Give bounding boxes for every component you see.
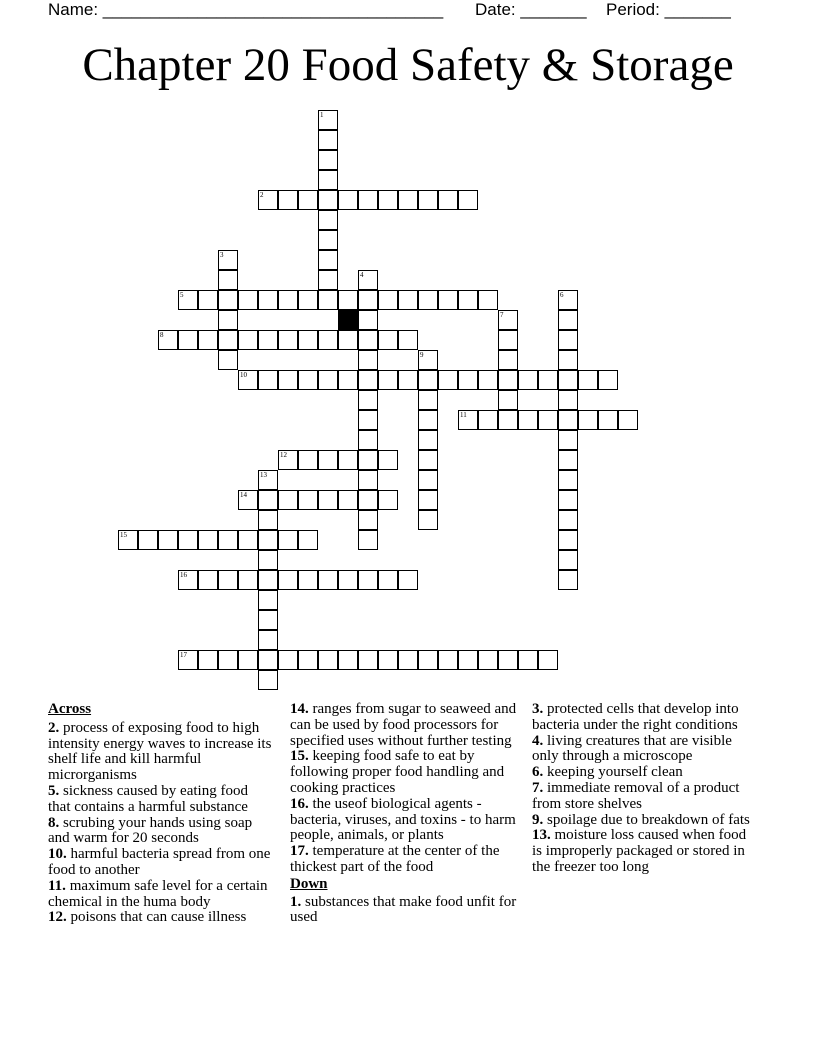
clue-across-15 [290,749,522,796]
crossword-cell[interactable] [198,650,218,670]
clue-text: temperature at the center of the thickest part of the food [290,843,500,875]
crossword-cell[interactable] [378,190,398,210]
clues-column-3 [532,702,758,876]
crossword-cell[interactable] [378,290,398,310]
crossword-cell[interactable] [278,490,298,510]
crossword-cell[interactable] [578,410,598,430]
crossword-cell[interactable] [258,370,278,390]
crossword-cell[interactable] [258,510,278,530]
clue-number: 15. [290,748,309,765]
clue-number: 8. [48,814,60,831]
crossword-cell[interactable] [278,290,298,310]
crossword-cell[interactable] [458,650,478,670]
clue-text: moisture loss caused when food is improperly packaged or stored in the freezer too long [532,827,747,875]
crossword-cell[interactable] [358,510,378,530]
crossword-cell[interactable] [278,330,298,350]
crossword-cell[interactable] [598,370,618,390]
crossword-cell[interactable] [558,490,578,510]
crossword-cell[interactable] [338,450,358,470]
clue-number: 2. [48,719,60,736]
crossword-cell[interactable] [358,390,378,410]
crossword-cell[interactable] [518,410,538,430]
clue-down-13 [532,828,758,875]
crossword-cell[interactable] [398,190,418,210]
clue-down-7 [532,781,758,813]
crossword-cell[interactable] [218,650,238,670]
crossword-cell[interactable] [478,370,498,390]
crossword-cell[interactable] [138,530,158,550]
crossword-cell[interactable] [398,570,418,590]
crossword-cell[interactable] [458,290,478,310]
crossword-cell[interactable] [358,650,378,670]
crossword-cell[interactable] [478,410,498,430]
crossword-cell[interactable] [198,570,218,590]
clues-column-1 [48,702,274,926]
crossword-cell[interactable] [298,490,318,510]
crossword-cell[interactable] [378,570,398,590]
clue-text: living creatures that are visible only through a microscope [532,732,732,765]
crossword-cell[interactable] [338,570,358,590]
crossword-cell[interactable] [338,370,358,390]
crossword-cell[interactable] [418,190,438,210]
crossword-cell[interactable] [318,570,338,590]
crossword-cell[interactable] [318,150,338,170]
crossword-cell[interactable] [218,290,238,310]
crossword-cell[interactable] [318,190,338,210]
crossword-cell[interactable] [258,590,278,610]
clue-number: 16. [290,795,309,812]
crossword-cell[interactable] [318,270,338,290]
crossword-cell[interactable] [418,490,438,510]
cell-number: 13 [260,471,267,479]
clue-text: substances that make food unfit for used [290,893,517,926]
crossword-cell[interactable] [278,370,298,390]
crossword-cell[interactable] [558,430,578,450]
cell-number: 7 [500,311,504,319]
cell-number: 2 [260,191,264,199]
clue-down-4 [532,734,758,766]
clue-down-9 [532,813,758,829]
crossword-cell[interactable] [458,190,478,210]
crossword-cell[interactable] [298,330,318,350]
crossword-cell[interactable] [278,650,298,670]
crossword-cell[interactable] [318,210,338,230]
crossword-cell[interactable] [338,330,358,350]
crossword-cell[interactable] [338,290,358,310]
crossword-cell[interactable] [558,550,578,570]
crossword-cell[interactable] [418,410,438,430]
clue-across-5 [48,784,274,816]
crossword-cell[interactable] [258,490,278,510]
clue-number: 5. [48,782,60,799]
crossword-cell[interactable] [458,410,478,430]
crossword-cell[interactable] [358,570,378,590]
clue-text: spoilage due to breakdown of fats [547,811,750,828]
crossword-cell[interactable] [438,290,458,310]
crossword-cell[interactable] [378,490,398,510]
cell-number: 11 [460,411,467,419]
crossword-cell[interactable] [298,650,318,670]
crossword-cell[interactable] [318,110,338,130]
crossword-cell[interactable] [558,330,578,350]
crossword-cell[interactable] [358,430,378,450]
crossword-cell[interactable] [258,670,278,690]
crossword-cell[interactable] [238,370,258,390]
crossword-cell[interactable] [358,470,378,490]
clue-across-11 [48,879,274,911]
crossword-cell[interactable] [238,290,258,310]
crossword-cell[interactable] [238,570,258,590]
crossword-cell[interactable] [538,370,558,390]
crossword-cell[interactable] [218,250,238,270]
crossword-cell[interactable] [258,290,278,310]
crossword-cell[interactable] [318,370,338,390]
crossword-cell[interactable] [538,410,558,430]
crossword-cell[interactable] [458,370,478,390]
date-field[interactable]: Date: _______ [475,0,587,19]
crossword-cell[interactable] [318,490,338,510]
clue-text: the useof biological agents - bacteria, viruses, and toxins - to harm people, animals, or plants [290,795,516,844]
crossword-cell[interactable] [158,330,178,350]
crossword-cell[interactable] [218,330,238,350]
cell-number: 17 [180,651,187,659]
crossword-cell[interactable] [318,250,338,270]
clue-number: 9. [532,811,544,828]
clue-across-8 [48,816,274,848]
crossword-cell[interactable] [298,370,318,390]
clue-text: keeping yourself clean [547,764,683,781]
crossword-cell[interactable] [498,330,518,350]
crossword-cell[interactable] [238,530,258,550]
crossword-cell[interactable] [258,570,278,590]
black-square [338,310,358,330]
crossword-cell[interactable] [258,610,278,630]
crossword-cell[interactable] [258,630,278,650]
clue-number: 6. [532,764,544,781]
cell-number: 3 [220,251,224,259]
crossword-cell[interactable] [318,290,338,310]
crossword-cell[interactable] [558,350,578,370]
crossword-cell[interactable] [358,310,378,330]
cell-number: 9 [420,351,424,359]
crossword-cell[interactable] [378,370,398,390]
crossword-cell[interactable] [218,270,238,290]
crossword-cell[interactable] [358,330,378,350]
crossword-cell[interactable] [558,510,578,530]
crossword-cell[interactable] [258,190,278,210]
crossword-cell[interactable] [398,290,418,310]
crossword-cell[interactable] [198,330,218,350]
crossword-cell[interactable] [298,450,318,470]
name-field[interactable]: Name: ____________________________________ [48,0,444,19]
crossword-cell[interactable] [418,650,438,670]
crossword-cell[interactable] [358,190,378,210]
cell-number: 6 [560,291,564,299]
clue-number: 7. [532,779,544,796]
crossword-cell[interactable] [378,650,398,670]
crossword-cell[interactable] [198,290,218,310]
crossword-cell[interactable] [258,530,278,550]
crossword-cell[interactable] [618,410,638,430]
crossword-cell[interactable] [318,230,338,250]
clue-down-6 [532,765,758,781]
clue-across-12 [48,910,274,926]
crossword-cell[interactable] [258,650,278,670]
clue-text: ranges from sugar to seaweed and can be used by food processors for specified uses without further testing [290,701,517,749]
crossword-cell[interactable] [338,490,358,510]
crossword-cell[interactable] [318,450,338,470]
crossword-cell[interactable] [178,570,198,590]
clue-number: 1. [290,893,302,910]
crossword-cell[interactable] [558,290,578,310]
crossword-cell[interactable] [218,570,238,590]
crossword-cell[interactable] [318,130,338,150]
crossword-cell[interactable] [498,350,518,370]
clue-text: scrubing your hands using soap and warm for 20 seconds [48,814,253,847]
crossword-cell[interactable] [358,450,378,470]
crossword-cell[interactable] [338,650,358,670]
crossword-cell[interactable] [558,570,578,590]
clue-number: 17. [290,843,309,860]
crossword-cell[interactable] [278,570,298,590]
crossword-cell[interactable] [278,530,298,550]
crossword-cell[interactable] [318,170,338,190]
crossword-cell[interactable] [238,330,258,350]
clue-text: maximum safe level for a certain chemical in the huma body [48,877,268,910]
crossword-cell[interactable] [438,650,458,670]
clue-text: process of exposing food to high intensity energy waves to increase its shelf life and kill harmful microrganisms [48,719,272,784]
crossword-cell[interactable] [558,450,578,470]
crossword-cell[interactable] [298,190,318,210]
crossword-cell[interactable] [578,370,598,390]
clues-column-2 [290,702,522,926]
clue-across-16 [290,797,522,844]
crossword-cell[interactable] [318,330,338,350]
crossword-cell[interactable] [338,190,358,210]
period-field[interactable]: Period: _______ [606,0,731,19]
clue-text: sickness caused by eating food that contains a harmful substance [48,782,248,815]
cell-number: 10 [240,371,247,379]
crossword-cell[interactable] [178,330,198,350]
cell-number: 12 [280,451,287,459]
crossword-cell[interactable] [178,530,198,550]
crossword-cell[interactable] [418,390,438,410]
cell-number: 4 [360,271,364,279]
crossword-cell[interactable] [418,430,438,450]
crossword-cell[interactable] [498,370,518,390]
crossword-cell[interactable] [298,290,318,310]
crossword-cell[interactable] [438,190,458,210]
clue-text: immediate removal of a product from store shelves [532,779,740,812]
cell-number: 8 [160,331,164,339]
clue-number: 13. [532,827,551,844]
clue-number: 10. [48,846,67,863]
clue-number: 14. [290,701,309,717]
across-heading: Across [48,701,92,717]
cell-number: 1 [320,111,324,119]
crossword-cell[interactable] [418,510,438,530]
crossword-cell[interactable] [218,530,238,550]
crossword-cell[interactable] [358,370,378,390]
crossword-cell[interactable] [258,470,278,490]
crossword-cell[interactable] [358,490,378,510]
clue-number: 11. [48,877,66,894]
crossword-cell[interactable] [398,650,418,670]
crossword-cell[interactable] [298,530,318,550]
clue-number: 12. [48,909,67,926]
clue-text: keeping food safe to eat by following proper food handling and cooking practices [290,748,505,796]
crossword-cell[interactable] [218,350,238,370]
crossword-cell[interactable] [358,270,378,290]
crossword-cell[interactable] [398,330,418,350]
crossword-cell[interactable] [158,530,178,550]
crossword-cell[interactable] [498,310,518,330]
clue-number: 3. [532,701,544,717]
crossword-cell[interactable] [558,370,578,390]
crossword-cell[interactable] [518,370,538,390]
crossword-cell[interactable] [498,390,518,410]
crossword-cell[interactable] [358,530,378,550]
crossword-cell[interactable] [258,330,278,350]
crossword-cell[interactable] [418,470,438,490]
crossword-cell[interactable] [418,290,438,310]
crossword-cell[interactable] [498,650,518,670]
clue-across-2 [48,721,274,784]
crossword-cell[interactable] [258,550,278,570]
crossword-cell[interactable] [118,530,138,550]
crossword-cell[interactable] [418,370,438,390]
clue-text: protected cells that develop into bacteria under the right conditions [532,701,739,733]
crossword-cell[interactable] [298,570,318,590]
crossword-cell[interactable] [178,290,198,310]
cell-number: 5 [180,291,184,299]
crossword-cell[interactable] [558,410,578,430]
clue-text: poisons that can cause illness [70,909,247,926]
crossword-cell[interactable] [218,310,238,330]
crossword-cell[interactable] [558,530,578,550]
crossword-cell[interactable] [238,490,258,510]
crossword-cell[interactable] [198,530,218,550]
crossword-cell[interactable] [358,410,378,430]
crossword-cell[interactable] [418,450,438,470]
clue-down-1 [290,895,522,927]
crossword-cell[interactable] [538,650,558,670]
crossword-cell[interactable] [478,650,498,670]
clue-across-17 [290,844,522,876]
clue-across-10 [48,847,274,879]
crossword-cell[interactable] [418,350,438,370]
crossword-cell[interactable] [378,330,398,350]
crossword-cell[interactable] [558,390,578,410]
crossword-cell[interactable] [598,410,618,430]
crossword-cell[interactable] [358,290,378,310]
crossword-cell[interactable] [438,370,458,390]
crossword-cell[interactable] [178,650,198,670]
crossword-cell[interactable] [398,370,418,390]
crossword-cell[interactable] [558,310,578,330]
crossword-cell[interactable] [478,290,498,310]
crossword-cell[interactable] [278,450,298,470]
crossword-cell[interactable] [378,450,398,470]
page-title: Chapter 20 Food Safety & Storage [82,39,734,91]
clue-across-14 [290,702,522,749]
crossword-cell[interactable] [558,470,578,490]
cell-number: 16 [180,571,187,579]
crossword-cell[interactable] [238,650,258,670]
clue-down-3 [532,702,758,734]
crossword-cell[interactable] [498,410,518,430]
crossword-cell[interactable] [358,350,378,370]
crossword-cell[interactable] [318,650,338,670]
clue-number: 4. [532,732,544,749]
down-heading: Down [290,875,328,892]
crossword-cell[interactable] [278,190,298,210]
cell-number: 14 [240,491,247,499]
clue-text: harmful bacteria spread from one food to another [48,846,271,878]
crossword-cell[interactable] [518,650,538,670]
cell-number: 15 [120,531,127,539]
